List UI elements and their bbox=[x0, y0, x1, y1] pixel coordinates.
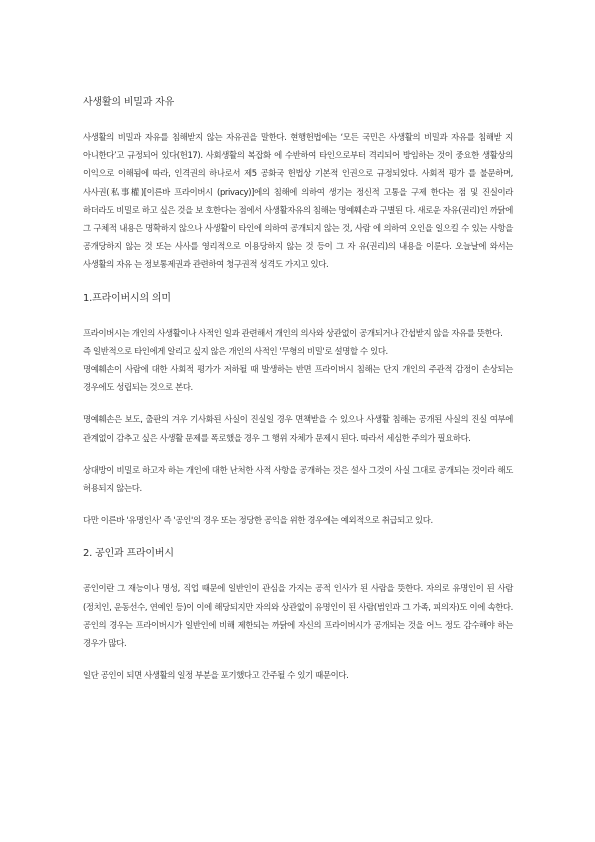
section-2-heading: 2. 공인과 프라이버시 bbox=[83, 548, 174, 560]
section-1-paragraph-1: 프라이버시는 개인의 사생활이나 사적인 일과 관련해서 개인의 의사와 상관없이 공개되거나 간섭받지 않을 자유를 뜻한다. bbox=[83, 327, 503, 338]
document-title: 사생활의 비밀과 자유 bbox=[83, 97, 175, 108]
section-2-paragraph-1: 공인이란 그 재능이나 명성, 직업 때문에 일반인이 관심을 가지는 공적 인사가 된 사람을 뜻한다. 자의로 유명인이 된 사람(정치인, 운동선수, 연예인 등)이 이에 해당되지만 자의와 상관없이 유명인이 된 사람(범인과 그 가족, 피의자)도 이에 속한다. 공인의 경우는 프라이버시가 일반인에 비해 제한되는 까닭에 자신의 프라이버시가 공개되는 것을 어느 정도 감수해야 하는 경우가 많다. bbox=[83, 583, 513, 649]
section-1-paragraph-4: 명예훼손은 보도, 출판의 겨우 기사화된 사실이 진실일 경우 면책받을 수 있으나 사생활 침해는 공개된 사실의 진실 여부에 관계없이 감추고 싶은 사생활 문제를 폭로했을 경우 그 행위 자체가 문제시 된다. 따라서 세심한 주의가 필요하다. bbox=[83, 414, 513, 443]
section-1-paragraph-6: 다만 이른바 '유명인사' 즉 '공인'의 경우 또는 정당한 공익을 위한 경우에는 예외적으로 취급되고 있다. bbox=[83, 515, 433, 526]
section-1-paragraph-3: 명예훼손이 사람에 대한 사회적 평가가 저하될 때 발생하는 반면 프라이버시 침해는 단지 개인의 주관적 감정이 손상되는 경우에도 성립되는 것으로 본다. bbox=[83, 364, 513, 393]
section-1-paragraph-2: 즉 일반적으로 타인에게 알리고 싶지 않은 개인의 사적인 '무형의 비밀'로 설명할 수 있다. bbox=[83, 345, 388, 356]
section-1-heading: 1.프라이버시의 의미 bbox=[83, 292, 171, 304]
document-body bbox=[83, 96, 513, 684]
intro-paragraph: 사생활의 비밀과 자유를 침해받지 않는 자유권을 말한다. 현행헌법에는 ‘모든 국민은 사생활의 비밀과 자유를 침해받 지 아니한다’고 규정되어 있다(헌17). 사회생활의 복잡화 에 수반하여 타인으로부터 격리되어 방임하는 것이 중요한 생활상의 이익으로 이해됨에 따라, 인격권의 하나로서 제5 공화국 헌법상 기본적 인권으로 규정되었다. 사회적 평가 를 불문하며, 사사권(私事權)[이른바 프라이버시 (privacy)]에의 침해에 의하여 생기는 정신적 고통을 구제 한다는 점 및 진실이라 하더라도 비밀로 하고 싶은 것을 보 호한다는 점에서 사생활자유의 침해는 명예훼손과 구별된 다. 새로운 자유(권리)인 까닭에 그 구체적 내용은 명확하지 않으나 사생활이 타인에 의하여 공개되지 않는 것, 사람 에 의하여 오인을 일으킬 수 있는 사항을 공개당하지 않는 것 또는 사사를 영리적으로 이용당하지 않는 것 등이 그 자 유(권리)의 내용을 이룬다. 오늘날에 와서는 사생활의 자유 는 정보통제권과 관련하여 청구권적 성격도 가지고 있다. bbox=[83, 132, 513, 270]
section-1-paragraph-5: 상대방이 비밀로 하고자 하는 개인에 대한 난처한 사적 사항을 공개하는 것은 설사 그것이 사실 그대로 공개되는 것이라 해도 허용되지 않는다. bbox=[83, 464, 513, 494]
section-2-paragraph-2: 일단 공인이 되면 사생활의 일정 부분을 포기했다고 간주될 수 있기 때문이다. bbox=[83, 670, 349, 681]
